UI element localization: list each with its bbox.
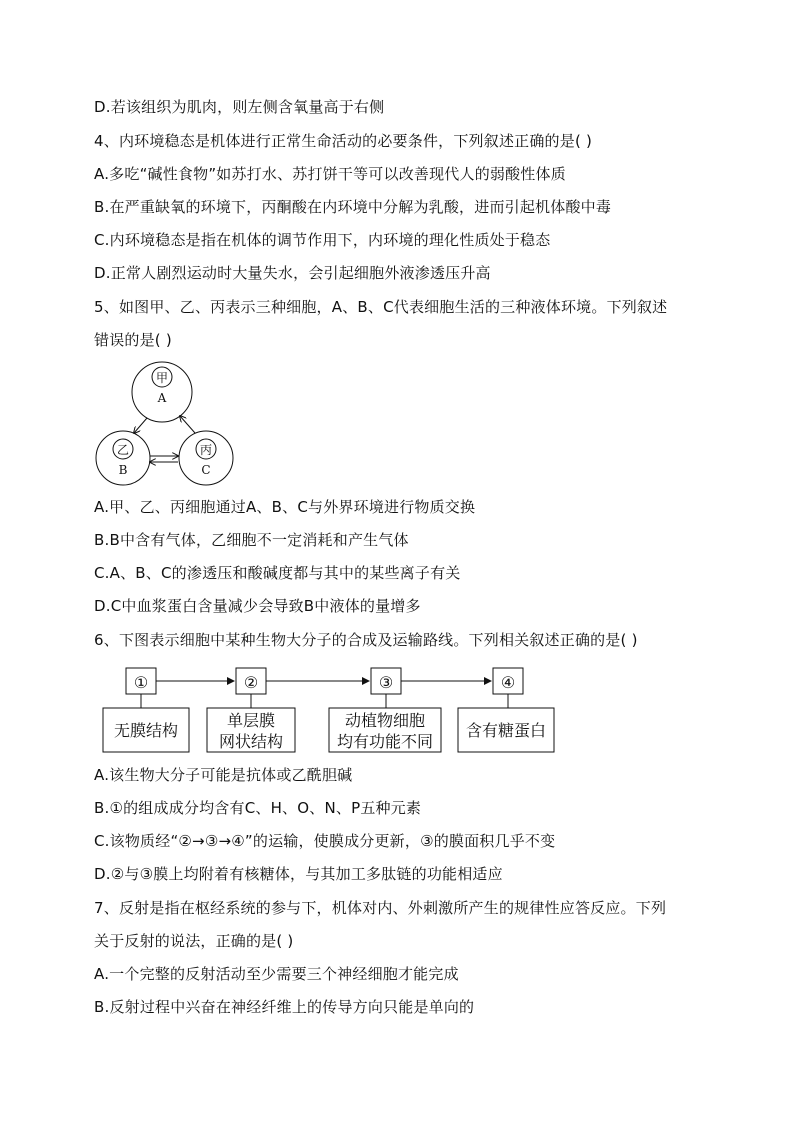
fluid-b-label: B xyxy=(118,463,128,477)
question-5-option-c: C.A、B、C的渗透压和酸碱度都与其中的某些离子有关 xyxy=(94,564,461,582)
question-5-option-d: D.C中血浆蛋白含量减少会导致B中液体的量增多 xyxy=(94,597,421,615)
cell-fluid-diagram xyxy=(94,360,244,490)
question-6-option-c: C.该物质经“②→③→④”的运输，使膜成分更新，③的膜面积几乎不变 xyxy=(94,832,556,850)
question-6-stem: 6、下图表示细胞中某种生物大分子的合成及运输路线。下列相关叙述正确的是( ) xyxy=(94,631,638,649)
question-4-option-a: A.多吃“碱性食物”如苏打水、苏打饼干等可以改善现代人的弱酸性体质 xyxy=(94,165,566,183)
question-4-option-c: C.内环境稳态是指在机体的调节作用下，内环境的理化性质处于稳态 xyxy=(94,231,551,249)
desc-3-line-1: 动植物细胞 xyxy=(344,711,426,730)
fluid-a-label: A xyxy=(157,391,167,405)
desc-2-line-2: 网状结构 xyxy=(218,732,284,751)
node-3-label: ③ xyxy=(378,673,394,692)
desc-2-line-1: 单层膜 xyxy=(226,711,276,730)
question-4-option-b: B.在严重缺氧的环境下，丙酮酸在内环境中分解为乳酸，进而引起机体酸中毒 xyxy=(94,198,612,216)
desc-1-line-1: 无膜结构 xyxy=(113,721,179,740)
question-5-stem-line-2: 错误的是( ) xyxy=(94,331,172,349)
question-3-option-d: D.若该组织为肌肉，则左侧含氧量高于右侧 xyxy=(94,98,385,116)
fluid-c-label: C xyxy=(201,463,211,477)
question-4-stem: 4、内环境稳态是机体进行正常生命活动的必要条件，下列叙述正确的是( ) xyxy=(94,132,593,150)
transport-pathway-diagram xyxy=(100,664,560,756)
cell-a-label: 甲 xyxy=(155,371,169,385)
question-6-option-b: B.①的组成成分均含有C、H、O、N、P五种元素 xyxy=(94,799,422,817)
question-4-option-d: D.正常人剧烈运动时大量失水，会引起细胞外液渗透压升高 xyxy=(94,264,491,282)
desc-3-line-2: 均有功能不同 xyxy=(336,732,434,751)
question-6-option-a: A.该生物大分子可能是抗体或乙酰胆碱 xyxy=(94,766,353,784)
node-2-label: ② xyxy=(243,673,259,692)
question-5-option-b: B.B中含有气体，乙细胞不一定消耗和产生气体 xyxy=(94,531,409,549)
arrow-c-to-a xyxy=(180,416,195,433)
cell-c-label: 丙 xyxy=(199,443,213,457)
desc-4-line-1: 含有糖蛋白 xyxy=(465,721,547,740)
question-7-option-a: A.一个完整的反射活动至少需要三个神经细胞才能完成 xyxy=(94,965,459,983)
node-1-label: ① xyxy=(133,673,149,692)
question-7-stem-line-2: 关于反射的说法，正确的是( ) xyxy=(94,932,294,950)
question-5-option-a: A.甲、乙、丙细胞通过A、B、C与外界环境进行物质交换 xyxy=(94,498,476,516)
arrow-a-to-b xyxy=(134,418,147,433)
question-7-option-b: B.反射过程中兴奋在神经纤维上的传导方向只能是单向的 xyxy=(94,998,475,1016)
cell-b-label: 乙 xyxy=(116,443,130,457)
node-4-label: ④ xyxy=(500,673,516,692)
question-7-stem-line-1: 7、反射是指在枢经系统的参与下，机体对内、外刺激所产生的规律性应答反应。下列 xyxy=(94,899,667,917)
question-6-option-d: D.②与③膜上均附着有核糖体，与其加工多肽链的功能相适应 xyxy=(94,865,503,883)
question-5-stem-line-1: 5、如图甲、乙、丙表示三种细胞，A、B、C代表细胞生活的三种液体环境。下列叙述 xyxy=(94,298,668,316)
